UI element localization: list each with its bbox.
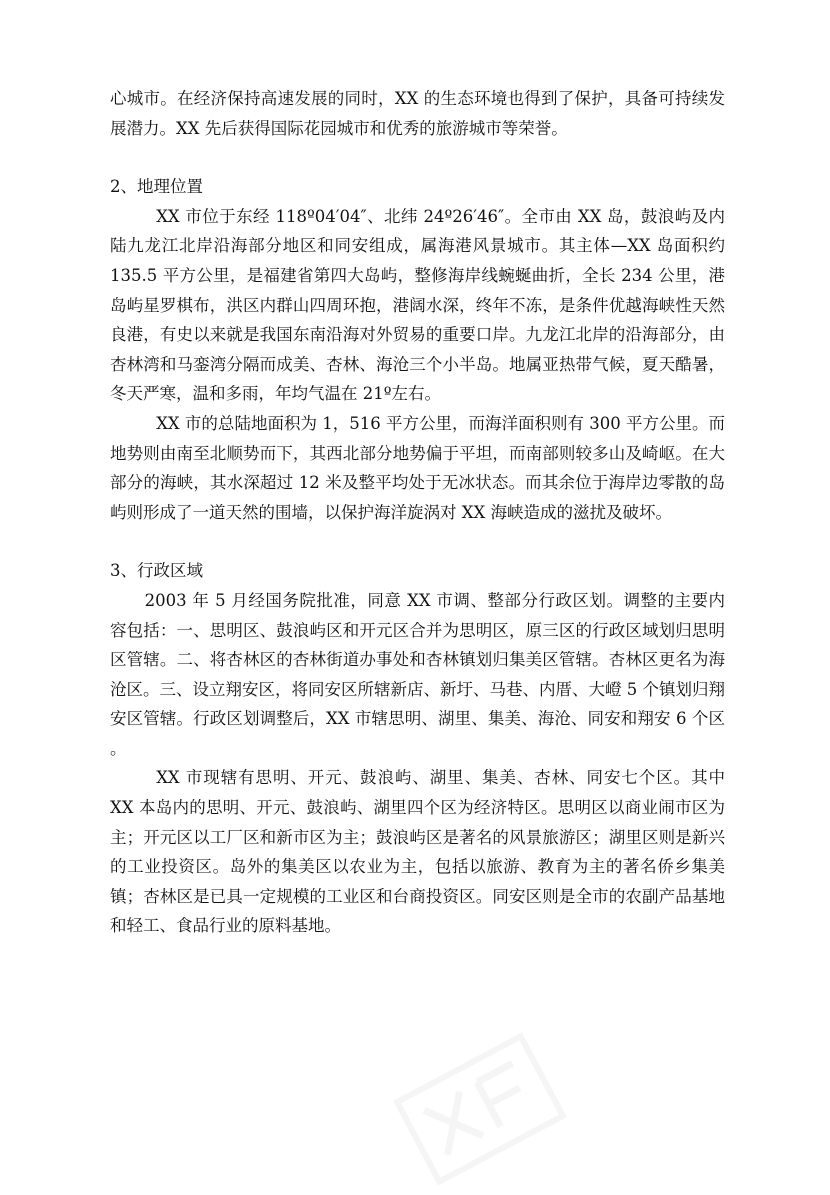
administrative-paragraph-1: 2003 年 5 月经国务院批准，同意 XX 市调、整部分行政区划。调整的主要内容包括：一、思明区、鼓浪屿区和开元区合并为思明区，原三区的行政区域划归思明区管辖。二、将杏林区的杏林街道办事处和杏林镇划归集美区管辖。杏林区更名为海沧区。三、设立翔安区，将同安区所辖新店、新圩、马巷、内厝、大嶝 5 个镇划归翔安区管辖。行政区划调整后，XX 市辖思明、湖里、集美、海沧、同安和翔安 6 个区 。 [110,590,725,758]
document-body [110,84,725,941]
geography-paragraph-2: XX 市的总陆地面积为 1，516 平方公里，而海洋面积则有 300 平方公里。而地势则由南至北顺势而下，其西北部分地势偏于平坦，而南部则较多山及崎岖。在大部分的海峡，其水深超过 12 米及整平均处于无冰状态。而其余位于海岸边零散的岛屿则形成了一道天然的围墙，以保护海洋旋涡对 XX 海峡造成的滋扰及破坏。 [110,413,725,522]
geography-paragraph-1: XX 市位于东经 118º04′04″、北纬 24º26′46″。全市由 XX 岛，鼓浪屿及内陆九龙江北岸沿海部分地区和同安组成，属海港风景城市。其主体—XX 岛面积约 135.5 平方公里，是福建省第四大岛屿，整修海岸线蜿蜒曲折，全长 234 公里，港岛屿星罗棋布，洪区内群山四周环抱，港阔水深，终年不冻，是条件优越海峡性天然良港，有史以来就是我国东南沿海对外贸易的重要口岸。九龙江北岸的沿海部分，由杏林湾和马銮湾分隔而成美、杏林、海沧三个小半岛。地属亚热带气候，夏天酷暑，冬天严寒，温和多雨，年均气温在 21º左右。 [110,206,725,404]
section-heading-geography: 2、地理位置 [110,177,203,197]
section-heading-administrative: 3、行政区域 [110,561,203,581]
intro-continuation-paragraph: 心城市。在经济保持高速发展的同时，XX 的生态环境也得到了保护，具备可持续发展潜力。XX 先后获得国际花园城市和优秀的旅游城市等荣誉。 [110,89,725,138]
watermark-logo-icon [384,1023,577,1195]
administrative-paragraph-2: XX 市现辖有思明、开元、鼓浪屿、湖里、集美、杏林、同安七个区。其中 XX 本岛内的思明、开元、鼓浪屿、湖里四个区为经济特区。思明区以商业闹市区为主；开元区以工厂区和新市区为主；鼓浪屿区是著名的风景旅游区；湖里区则是新兴的工业投资区。岛外的集美区以农业为主，包括以旅游、教育为主的著名侨乡集美镇；杏林区是已具一定规模的工业区和台商投资区。同安区则是全市的农副产品基地和轻工、食品行业的原料基地。 [110,768,725,936]
